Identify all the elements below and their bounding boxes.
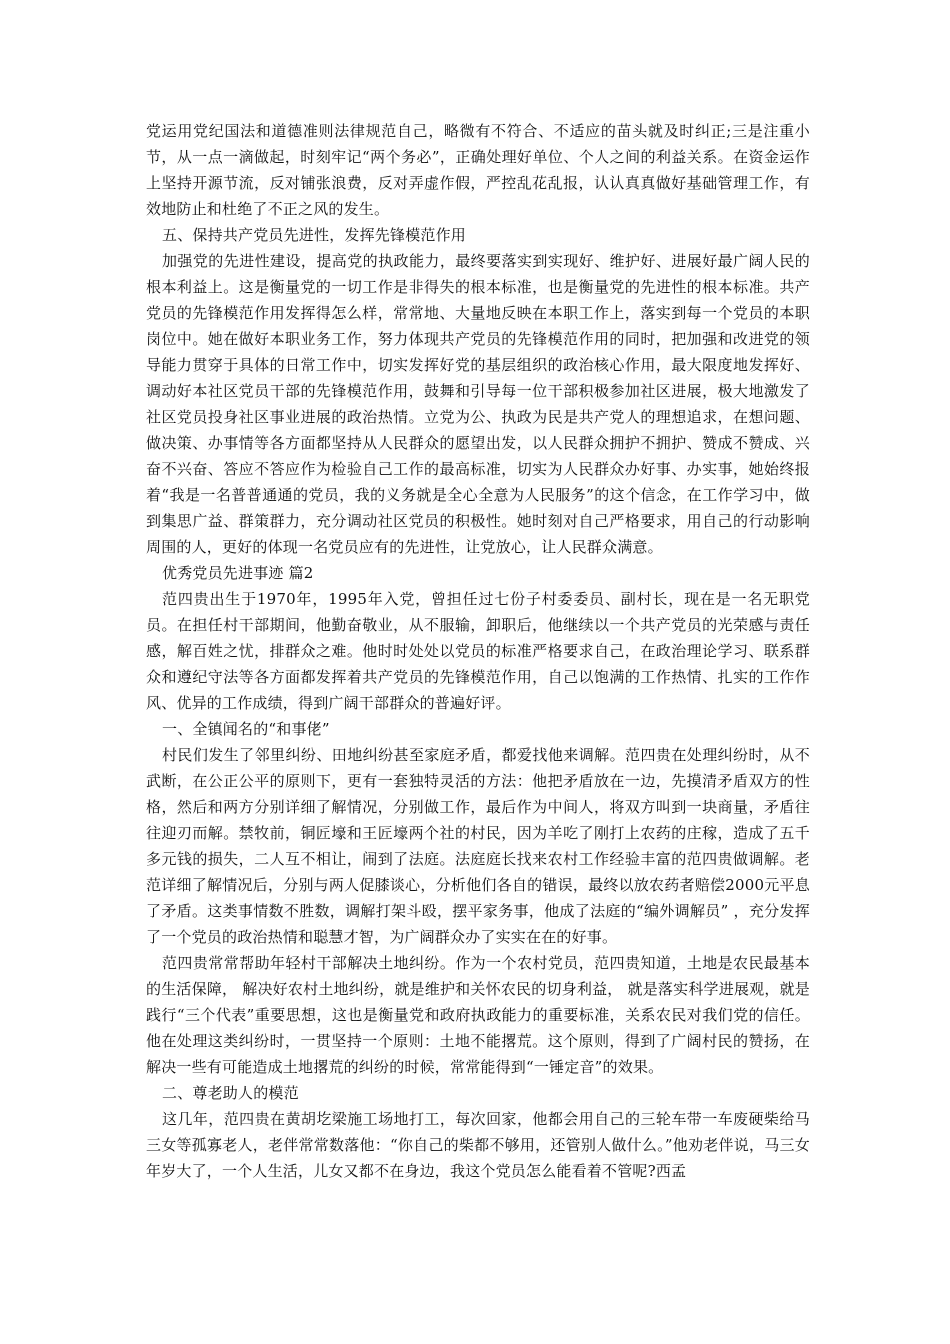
paragraph-5: 范四贵常常帮助年轻村干部解决土地纠纷。作为一个农村党员，范四贵知道，土地是农民最基本的生活保障， 解决好农村土地纠纷，就是维护和关怀农民的切身利益， 就是落实科学进展观，就是践行“三个代表”重要思想，这也是衡量党和政府执政能力的重要标准，关系农民对我们党的信任。他在处理这类纠纷时，一贯坚持一个原则：土地不能撂荒。这个原则，得到了广阔村民的赞扬，在解决一些有可能造成土地撂荒的纠纷的时候，常常能得到“一锤定音”的效果。 <box>146 954 810 1076</box>
paragraph-1: 党运用党纪国法和道德准则法律规范自己，略微有不符合、不适应的苗头就及时纠正;三是注重小节，从一点一滴做起，时刻牢记“两个务必”，正确处理好单位、个人之间的利益关系。在资金运作上坚持开源节流，反对铺张浪费，反对弄虚作假，严控乱花乱报，认认真真做好基础管理工作，有效地防止和杜绝了不正之风的发生。 <box>146 122 810 218</box>
document-page <box>146 118 810 1184</box>
article-heading-2: 优秀党员先进事迹 篇2 <box>162 564 314 582</box>
paragraph-2: 加强党的先进性建设，提高党的执政能力，最终要落实到实现好、维护好、进展好最广阔人民的根本利益上。这是衡量党的一切工作是非得失的根本标准，也是衡量党的先进性的根本标准。共产党员的先锋模范作用发挥得怎么样，常常地、大量地反映在本职工作上，落实到每一个党员的本职岗位中。她在做好本职业务工作，努力体现共产党员的先锋模范作用的同时，把加强和改进党的领导能力贯穿于具体的日常工作中，切实发挥好党的基层组织的政治核心作用，最大限度地发挥好、调动好本社区党员干部的先锋模范作用，鼓舞和引导每一位干部积极参加社区进展，极大地激发了社区党员投身社区事业进展的政治热情。立党为公、执政为民是共产党人的理想追求，在想问题、做决策、办事情等各方面都坚持从人民群众的愿望出发，以人民群众拥护不拥护、赞成不赞成、兴奋不兴奋、答应不答应作为检验自己工作的最高标准，切实为人民群众办好事、办实事，她始终报着“我是一名普普通通的党员，我的义务就是全心全意为人民服务”的这个信念，在工作学习中，做到集思广益、群策群力，充分调动社区党员的积极性。她时刻对自己严格要求，用自己的行动影响周围的人，更好的体现一名党员应有的先进性，让党放心，让人民群众满意。 <box>146 252 810 556</box>
paragraph-6: 这几年，范四贵在黄胡圪梁施工场地打工，每次回家，他都会用自己的三轮车带一车废硬柴给马三女等孤寡老人，老伴常常数落他：“你自己的柴都不够用，还管别人做什么。”他劝老伴说，马三女年岁大了，一个人生活，儿女又都不在身边，我这个党员怎么能看着不管呢?西孟 <box>146 1110 810 1180</box>
section-heading-2: 二、尊老助人的模范 <box>162 1084 299 1102</box>
section-heading-1: 一、全镇闻名的“和事佬” <box>162 720 330 738</box>
section-heading-5: 五、保持共产党员先进性，发挥先锋模范作用 <box>162 226 467 244</box>
paragraph-3: 范四贵出生于1970年，1995年入党，曾担任过七份子村委委员、副村长，现在是一名无职党员。在担任村干部期间，他勤奋敬业，从不服输，卸职后，他继续以一个共产党员的光荣感与责任感，解百姓之忧，排群众之难。他时时处处以党员的标准严格要求自己，在政治理论学习、联系群众和遵纪守法等各方面都发挥着共产党员的先锋模范作用，自己以饱满的工作热情、扎实的工作作风、优异的工作成绩，得到广阔干部群众的普遍好评。 <box>146 590 810 712</box>
paragraph-4: 村民们发生了邻里纠纷、田地纠纷甚至家庭矛盾，都爱找他来调解。范四贵在处理纠纷时，从不武断，在公正公平的原则下，更有一套独特灵活的方法：他把矛盾放在一边，先摸清矛盾双方的性格，然后和两方分别详细了解情况，分别做工作，最后作为中间人，将双方叫到一块商量，矛盾往往迎刃而解。禁牧前，铜匠壕和王匠壕两个社的村民，因为羊吃了刚打上农药的庄稼，造成了五千多元钱的损失，二人互不相让，闹到了法庭。法庭庭长找来农村工作经验丰富的范四贵做调解。老范详细了解情况后，分别与两人促膝谈心，分析他们各自的错误，最终以放农药者赔偿2000元平息了矛盾。这类事情数不胜数，调解打架斗殴，摆平家务事，他成了法庭的“编外调解员” ，充分发挥了一个党员的政治热情和聪慧才智，为广阔群众办了实实在在的好事。 <box>146 746 810 946</box>
